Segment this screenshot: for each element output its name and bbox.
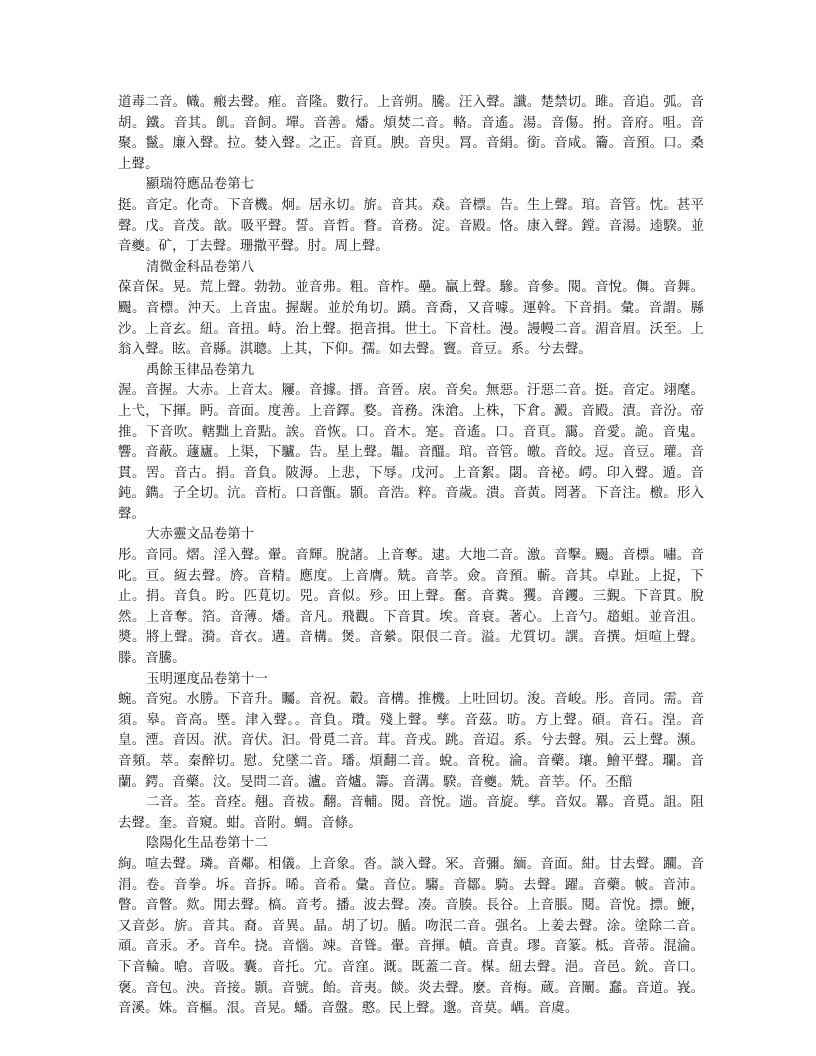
chapter-heading: 陰陽化生品卷第十二	[146, 836, 268, 852]
text-paragraph: 渥。音握。大赤。上音太。屨。音據。搢。音晉。扆。音矣。無惡。汙惡二音。挺。音定。翊麾。上弋，下揮。眄。音面。度善。上音鐸。婺。音務。洙滄。上株，下倉。澱。音殿。漬。音汾。帝推。下音吹。轄黜上音點。誒。音恢。口。音木。寔。音遙。口。音頁。靄。音愛。詭。音鬼。響。音蔽。蘧廬。上渠，下驢。告。星上聲。韞。音醞。琯。音管。皦。音皎。逗。音豆。瓘。音貫。罟。音古。捐。音負。陂溽。上悲，下辱。戊河。上音絮。閟。音祕。崿。印入聲。遁。音鈍。鐫。子全切。沆。音桁。口音甑。顥。音浩。粹。音歲。潰。音黃。罔著。下音注。檄。形入聲。	[118, 383, 704, 522]
document-page	[118, 93, 704, 1020]
text-paragraph: 二音。荃。音痊。翹。音祓。翻。音輔。閱。音悅。遄。音旋。孳。音奴。羃。音覓。詛。阻去聲。奎。音窺。蚶。音附。蜩。音條。	[118, 795, 704, 831]
text-paragraph: 蜿。音宛。水勝。下音升。矚。音祝。轂。音構。推機。上吐回切。浚。音峻。彤。音同。需。音須。皋。音高。塈。津入聲。。音負。瓚。殘上聲。孳。音茲。昉。方上聲。碩。音石。湟。音皇。湮。音因。洑。音伏。汩。骨覓二音。茸。音戎。跳。音迢。系。兮去聲。殞。云上聲。濒。音頻。萃。秦醉切。慰。兌墜二音。璠。煩翻二音。蛻。音稅。淪。音藥。瓖。鱠平聲。瓓。音蘭。鍔。音藥。汶。旻問二音。瀘。音爐。籌。音溝。騤。音夔。兟。音莘。伓。丕醅	[118, 692, 704, 790]
text-paragraph: 彤。音同。熠。淫入聲。翬。音輝。脫諸。上音奪。逮。大地二音。激。音擊。颺。音標。嘯。音叱。亘。絚去聲。旍。音精。應度。上音膺。兟。音莘。僉。音預。蘄。音其。卓趾。上捉，下止。捐。音負。盻。匹莧切。兕。音似。殄。田上聲。奮。音糞。玃。音钁。三覲。下音貫。脫然。上音奪。箔。音薄。燔。音凡。飛觀。下音貫。埃。音衰。著心。上音勺。趦蛆。並音沮。奬。將上聲。漪。音衣。遘。音構。煲。音縈。限佷二音。溢。尤質切。譔。音撰。烜喧上聲。滕。音騰。	[118, 548, 704, 667]
chapter-heading: 清微金科品卷第八	[146, 259, 255, 275]
text-paragraph: 挺。音定。化奇。下音機。炯。居永切。旂。音其。猋。音標。告。生上聲。琯。音管。忱。甚平聲。戊。音茂。歆。吸平聲。誓。音哲。瞀。音務。淀。音殿。恪。康入聲。鏜。音湯。逵騤。並音夔。矿，丁去聲。珊撒平聲。肘。周上聲。	[118, 197, 704, 255]
chapter-heading: 玉明運度品卷第十一	[146, 671, 268, 687]
chapter-heading: 禹餘玉律品卷第九	[146, 362, 255, 378]
chapter-heading: 大赤靈文品卷第十	[146, 527, 255, 543]
text-paragraph: 道毒二音。幟。瘢去聲。痽。音隆。數行。上音朔。騰。汪入聲。讖。楚禁切。雎。音追。弧。音胡。鐵。音其。飢。音飼。墠。音善。燔。煩焚二音。輅。音遙。湯。音傷。拊。音府。咀。音聚。鬣。廉入聲。拉。婪入聲。之正。音頁。腴。音臾。罥。音絹。銜。音咸。籥。音預。口。桑上聲。	[118, 95, 704, 172]
text-paragraph: 絢。喧去聲。璘。音鄰。相儀。上音象。沓。談入聲。冞。音彌。緬。音面。紺。甘去聲。躙。音涓。卷。音拳。坼。音拆。晞。音希。彙。音位。騶。音鄒。騎。去聲。躍。音藥。帔。音沛。瞥。音瞥。欻。閒去聲。槁。音考。播。波去聲。凑。音腠。長谷。上音脹。閱。音悅。摽。鯾，又音彭。旂。音其。裔。音異。晶。胡了切。腯。吻泯二音。强名。上姜去聲。涂。塗除二音。頑。音汞。矛。音牟。挠。音惱。竦。音聳。翬。音揮。幘。音責。璆。音篆。柢。音蒂。混淪。下音輪。嗆。音吸。囊。音托。宂。音窪。溉。既蓋二音。楳。紐去聲。浥。音邑。鈗。音口。褒。音包。泱。音接。顥。音號。飴。音夷。餤。炎去聲。麼。音梅。蔵。音闡。蠢。音道。峩。音溪。姝。音樞。泿。音晃。蟠。音盤。憨。民上聲。邈。音莫。嵎。音虞。	[118, 856, 704, 1017]
chapter-heading: 顯瑞符應品卷第七	[146, 177, 255, 193]
text-paragraph: 葆音保。晃。荒上聲。勃勃。並音弗。粗。音柞。壘。贏上聲。驂。音參。閱。音悅。儛。音舞。颺。音標。沖天。上音盅。握龌。並於角切。蹻。音喬，又音噱。運斡。下音捐。彙。音謂。縣沙。上音玄。紐。音扭。峙。治上聲。挹音揖。世土。下音杜。漫。謾幔二音。湄音眉。沃至。上翁入聲。眩。音縣。淇聰。上其，下仰。孺。如去聲。竇。音豆。系。兮去聲。	[118, 280, 704, 358]
